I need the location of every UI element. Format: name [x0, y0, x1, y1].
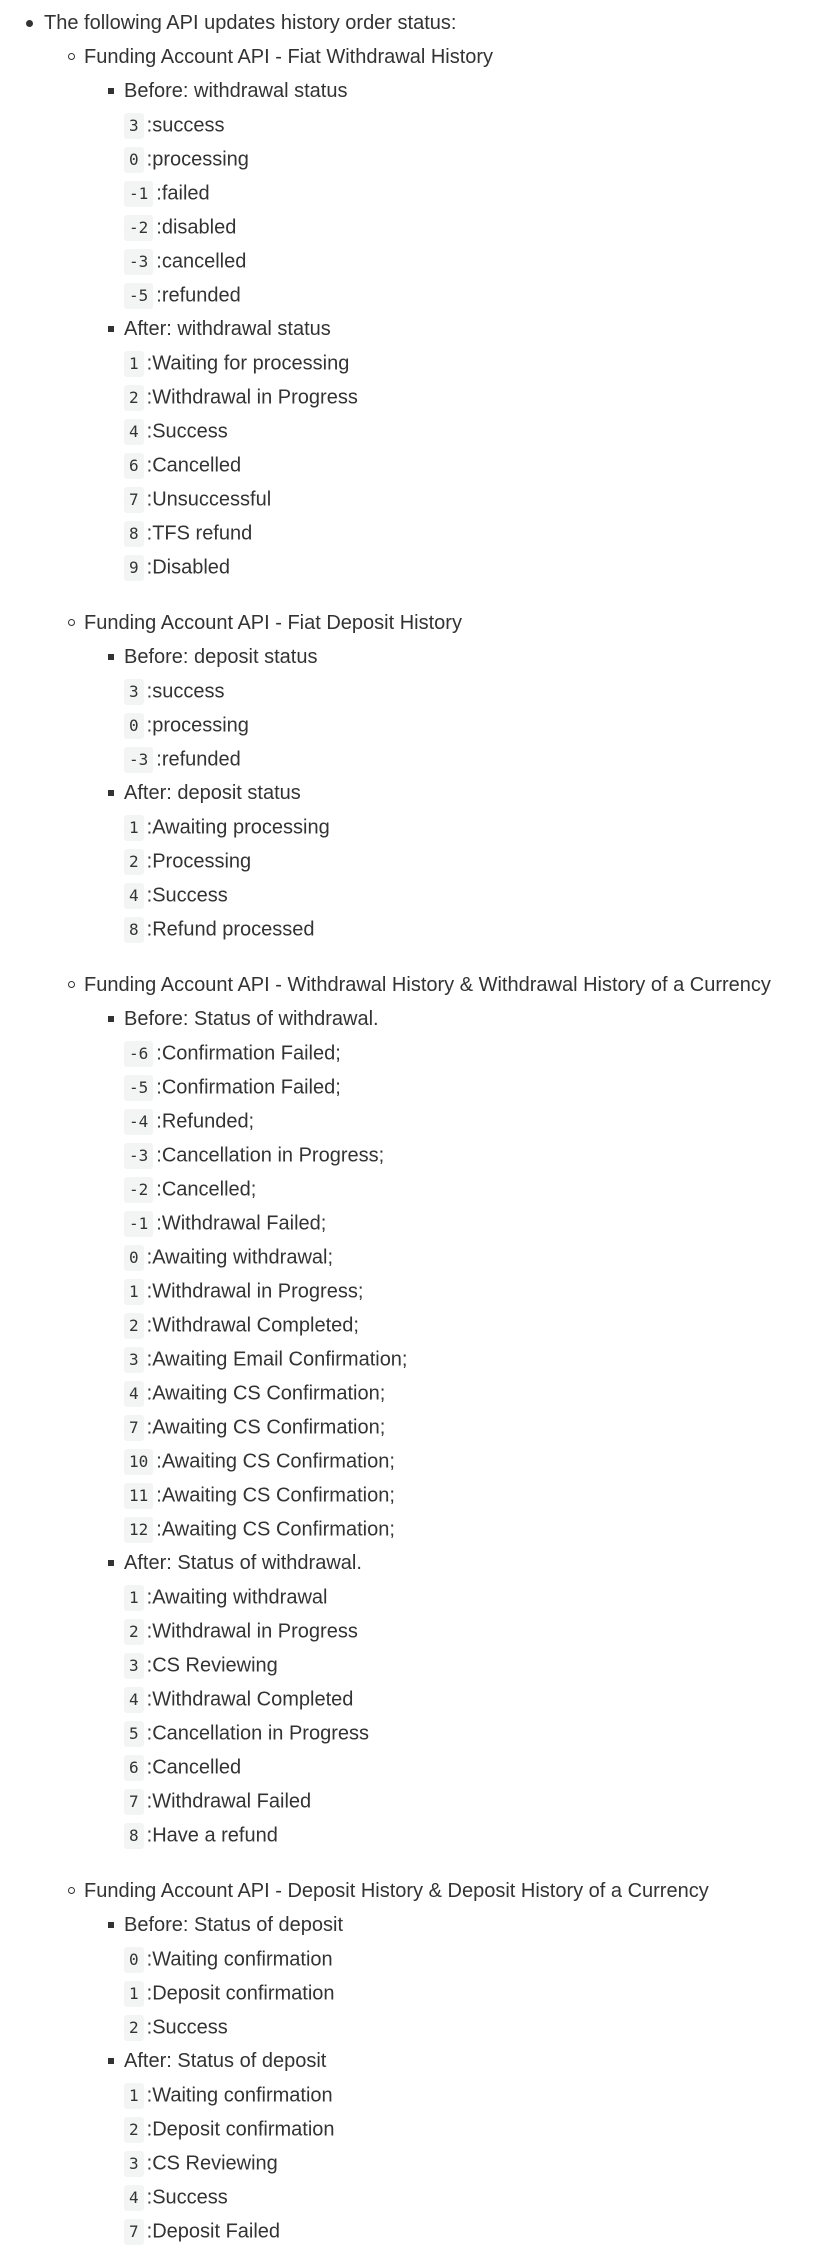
status-code: 7 — [124, 2219, 144, 2245]
status-code: 1 — [124, 351, 144, 377]
status-group-list — [84, 1908, 816, 2248]
status-code-row — [124, 1512, 816, 1546]
status-code-list — [124, 108, 816, 312]
status-code: 2 — [124, 849, 144, 875]
circle-bullet-icon — [68, 1887, 75, 1894]
status-code-row — [124, 2180, 816, 2214]
section-title: Funding Account API - Withdrawal History & Withdrawal History of a Currency — [84, 974, 771, 996]
square-bullet-icon — [108, 1016, 114, 1022]
status-code: 1 — [124, 2083, 144, 2109]
status-group-label: After: deposit status — [124, 782, 301, 804]
status-description: :Cancellation in Progress — [146, 1722, 369, 1745]
status-code-list — [124, 346, 816, 584]
status-code: 7 — [124, 1415, 144, 1441]
status-group — [84, 2044, 816, 2248]
status-code: 1 — [124, 1585, 144, 1611]
status-code: 8 — [124, 917, 144, 943]
status-code-row — [124, 142, 816, 176]
status-description: :cancelled — [156, 250, 247, 273]
status-code-row — [124, 878, 816, 912]
status-description: :Success — [146, 2016, 228, 2039]
status-code: -5 — [124, 1075, 153, 1101]
status-description: :Awaiting CS Confirmation; — [156, 1450, 395, 1473]
status-description: :Waiting confirmation — [146, 1948, 333, 1971]
status-code-row — [124, 414, 816, 448]
status-code-row — [124, 1750, 816, 1784]
status-code-row — [124, 1274, 816, 1308]
section-list — [44, 40, 816, 2248]
status-code-row — [124, 2146, 816, 2180]
status-group-label: After: Status of withdrawal. — [124, 1552, 362, 1574]
status-code: 0 — [124, 147, 144, 173]
status-group-label: Before: Status of withdrawal. — [124, 1008, 379, 1030]
status-code: 2 — [124, 385, 144, 411]
status-code: 2 — [124, 2117, 144, 2143]
status-group — [84, 1908, 816, 2044]
intro-item — [0, 6, 816, 2248]
status-group — [84, 640, 816, 776]
status-code: 1 — [124, 815, 144, 841]
status-code-row — [124, 844, 816, 878]
status-group-label: Before: Status of deposit — [124, 1914, 344, 1936]
circle-bullet-icon — [68, 981, 75, 988]
status-description: :Deposit confirmation — [146, 2118, 335, 2141]
status-code: 4 — [124, 2185, 144, 2211]
status-description: :refunded — [156, 748, 241, 771]
status-code-row — [124, 674, 816, 708]
status-code: 3 — [124, 113, 144, 139]
status-code-list — [124, 674, 816, 776]
square-bullet-icon — [108, 1922, 114, 1928]
status-code-row — [124, 176, 816, 210]
status-code-row — [124, 108, 816, 142]
status-code: 5 — [124, 1721, 144, 1747]
status-code-row — [124, 516, 816, 550]
status-description: :Awaiting CS Confirmation; — [156, 1484, 395, 1507]
status-code-row — [124, 1240, 816, 1274]
status-code: 2 — [124, 1313, 144, 1339]
status-code: 0 — [124, 1947, 144, 1973]
status-code: 4 — [124, 1687, 144, 1713]
status-description: :Confirmation Failed; — [156, 1042, 341, 1065]
status-description: :Awaiting withdrawal — [146, 1586, 328, 1609]
top-list — [0, 6, 816, 2248]
status-code: 4 — [124, 883, 144, 909]
status-description: :Awaiting CS Confirmation; — [146, 1416, 386, 1439]
status-code-row — [124, 912, 816, 946]
status-group — [84, 1002, 816, 1546]
status-group-label: After: Status of deposit — [124, 2050, 327, 2072]
status-description: :Cancelled; — [156, 1178, 257, 1201]
status-description: :Refund processed — [146, 918, 315, 941]
square-bullet-icon — [108, 654, 114, 660]
square-bullet-icon — [108, 1560, 114, 1566]
status-code: 8 — [124, 1823, 144, 1849]
status-code: -2 — [124, 1177, 153, 1203]
status-code: 7 — [124, 487, 144, 513]
status-code-row — [124, 708, 816, 742]
status-group — [84, 312, 816, 584]
status-code-row — [124, 2010, 816, 2044]
status-code-row — [124, 1206, 816, 1240]
api-section — [44, 606, 816, 946]
status-code-row — [124, 1818, 816, 1852]
status-code-list — [124, 1580, 816, 1852]
status-code-row — [124, 1138, 816, 1172]
status-description: :Waiting for processing — [146, 352, 350, 375]
status-code: 1 — [124, 1279, 144, 1305]
status-description: :CS Reviewing — [146, 2152, 278, 2175]
status-code: -2 — [124, 215, 153, 241]
status-description: :Cancellation in Progress; — [156, 1144, 385, 1167]
status-description: :CS Reviewing — [146, 1654, 278, 1677]
status-code-row — [124, 346, 816, 380]
status-description: :Withdrawal Completed — [146, 1688, 354, 1711]
status-code: -1 — [124, 181, 153, 207]
status-code-row — [124, 380, 816, 414]
status-code: -3 — [124, 249, 153, 275]
status-code: 0 — [124, 1245, 144, 1271]
status-code-row — [124, 1070, 816, 1104]
status-group-label: Before: deposit status — [124, 646, 318, 668]
api-section — [44, 40, 816, 584]
section-title: Funding Account API - Fiat Deposit History — [84, 612, 462, 634]
status-code-list — [124, 2078, 816, 2248]
status-group-label: After: withdrawal status — [124, 318, 331, 340]
status-description: :disabled — [156, 216, 237, 239]
status-code-list — [124, 1942, 816, 2044]
status-description: :TFS refund — [146, 522, 253, 545]
status-description: :Withdrawal in Progress — [146, 1620, 358, 1643]
status-group-list — [84, 1002, 816, 1852]
status-code-row — [124, 1342, 816, 1376]
status-code-row — [124, 1104, 816, 1138]
status-code-row — [124, 1784, 816, 1818]
status-description: :Success — [146, 420, 228, 443]
status-code-row — [124, 742, 816, 776]
status-code-row — [124, 1410, 816, 1444]
status-description: :Disabled — [146, 556, 231, 579]
status-description: :Awaiting Email Confirmation; — [146, 1348, 408, 1371]
status-code: 1 — [124, 1981, 144, 2007]
status-description: :processing — [146, 148, 249, 171]
status-description: :Withdrawal Failed — [146, 1790, 312, 1813]
status-description: :Deposit confirmation — [146, 1982, 335, 2005]
section-title: Funding Account API - Fiat Withdrawal History — [84, 46, 494, 68]
status-description: :success — [146, 680, 225, 703]
status-code-list — [124, 810, 816, 946]
square-bullet-icon — [108, 2058, 114, 2064]
status-code-row — [124, 1308, 816, 1342]
status-code-row — [124, 1036, 816, 1070]
status-code: 7 — [124, 1789, 144, 1815]
status-description: :Awaiting CS Confirmation; — [146, 1382, 386, 1405]
status-code-row — [124, 1580, 816, 1614]
status-code-row — [124, 1478, 816, 1512]
status-code-row — [124, 1648, 816, 1682]
status-description: :failed — [156, 182, 210, 205]
api-section — [44, 1874, 816, 2248]
status-group-list — [84, 640, 816, 946]
status-code-row — [124, 1976, 816, 2010]
status-code-row — [124, 244, 816, 278]
status-code-row — [124, 210, 816, 244]
status-code-row — [124, 1682, 816, 1716]
circle-bullet-icon — [68, 619, 75, 626]
status-description: :Deposit Failed — [146, 2220, 281, 2243]
status-description: :Cancelled — [146, 1756, 242, 1779]
status-description: :Withdrawal Completed; — [146, 1314, 359, 1337]
status-description: :Unsuccessful — [146, 488, 272, 511]
status-code-list — [124, 1036, 816, 1546]
square-bullet-icon — [108, 790, 114, 796]
status-code-row — [124, 550, 816, 584]
status-group — [84, 74, 816, 312]
status-code: 3 — [124, 2151, 144, 2177]
status-description: :Refunded; — [156, 1110, 255, 1133]
status-code-row — [124, 482, 816, 516]
status-code: 4 — [124, 1381, 144, 1407]
status-code: 3 — [124, 1347, 144, 1373]
status-description: :Awaiting withdrawal; — [146, 1246, 334, 1269]
status-code: 3 — [124, 679, 144, 705]
status-group-label: Before: withdrawal status — [124, 80, 348, 102]
status-code-row — [124, 2078, 816, 2112]
status-code-row — [124, 1444, 816, 1478]
square-bullet-icon — [108, 326, 114, 332]
status-code-row — [124, 1716, 816, 1750]
api-section — [44, 968, 816, 1852]
status-code: 6 — [124, 1755, 144, 1781]
status-code: 2 — [124, 1619, 144, 1645]
status-description: :Withdrawal Failed; — [156, 1212, 327, 1235]
status-description: :processing — [146, 714, 249, 737]
status-code: 12 — [124, 1517, 153, 1543]
status-code-row — [124, 1614, 816, 1648]
status-description: :Success — [146, 2186, 228, 2209]
status-code-row — [124, 1376, 816, 1410]
square-bullet-icon — [108, 88, 114, 94]
intro-text: The following API updates history order status: — [44, 12, 457, 34]
status-description: :Withdrawal in Progress — [146, 386, 358, 409]
status-code: -4 — [124, 1109, 153, 1135]
status-code-row — [124, 810, 816, 844]
status-description: :Cancelled — [146, 454, 242, 477]
status-code-row — [124, 2112, 816, 2146]
disc-bullet-icon — [26, 20, 33, 27]
circle-bullet-icon — [68, 53, 75, 60]
status-code: 0 — [124, 713, 144, 739]
status-description: :Success — [146, 884, 228, 907]
status-code: 11 — [124, 1483, 153, 1509]
status-description: :Processing — [146, 850, 252, 873]
status-code-row — [124, 278, 816, 312]
status-code: 8 — [124, 521, 144, 547]
status-code-row — [124, 1172, 816, 1206]
status-code: 3 — [124, 1653, 144, 1679]
status-code: 4 — [124, 419, 144, 445]
status-group-list — [84, 74, 816, 584]
status-description: :success — [146, 114, 225, 137]
section-title: Funding Account API - Deposit History & Deposit History of a Currency — [84, 1880, 709, 1902]
status-description: :Awaiting processing — [146, 816, 330, 839]
status-code: -3 — [124, 1143, 153, 1169]
status-code: 2 — [124, 2015, 144, 2041]
status-description: :Have a refund — [146, 1824, 278, 1847]
status-group — [84, 1546, 816, 1852]
status-code: -6 — [124, 1041, 153, 1067]
status-code-row — [124, 448, 816, 482]
status-description: :refunded — [156, 284, 241, 307]
status-code: -1 — [124, 1211, 153, 1237]
status-code: 6 — [124, 453, 144, 479]
status-code-row — [124, 2214, 816, 2248]
status-group — [84, 776, 816, 946]
status-description: :Withdrawal in Progress; — [146, 1280, 364, 1303]
status-code: 10 — [124, 1449, 153, 1475]
status-code-row — [124, 1942, 816, 1976]
status-description: :Confirmation Failed; — [156, 1076, 341, 1099]
status-code: -3 — [124, 747, 153, 773]
status-description: :Waiting confirmation — [146, 2084, 333, 2107]
status-code: 9 — [124, 555, 144, 581]
status-description: :Awaiting CS Confirmation; — [156, 1518, 395, 1541]
status-code: -5 — [124, 283, 153, 309]
